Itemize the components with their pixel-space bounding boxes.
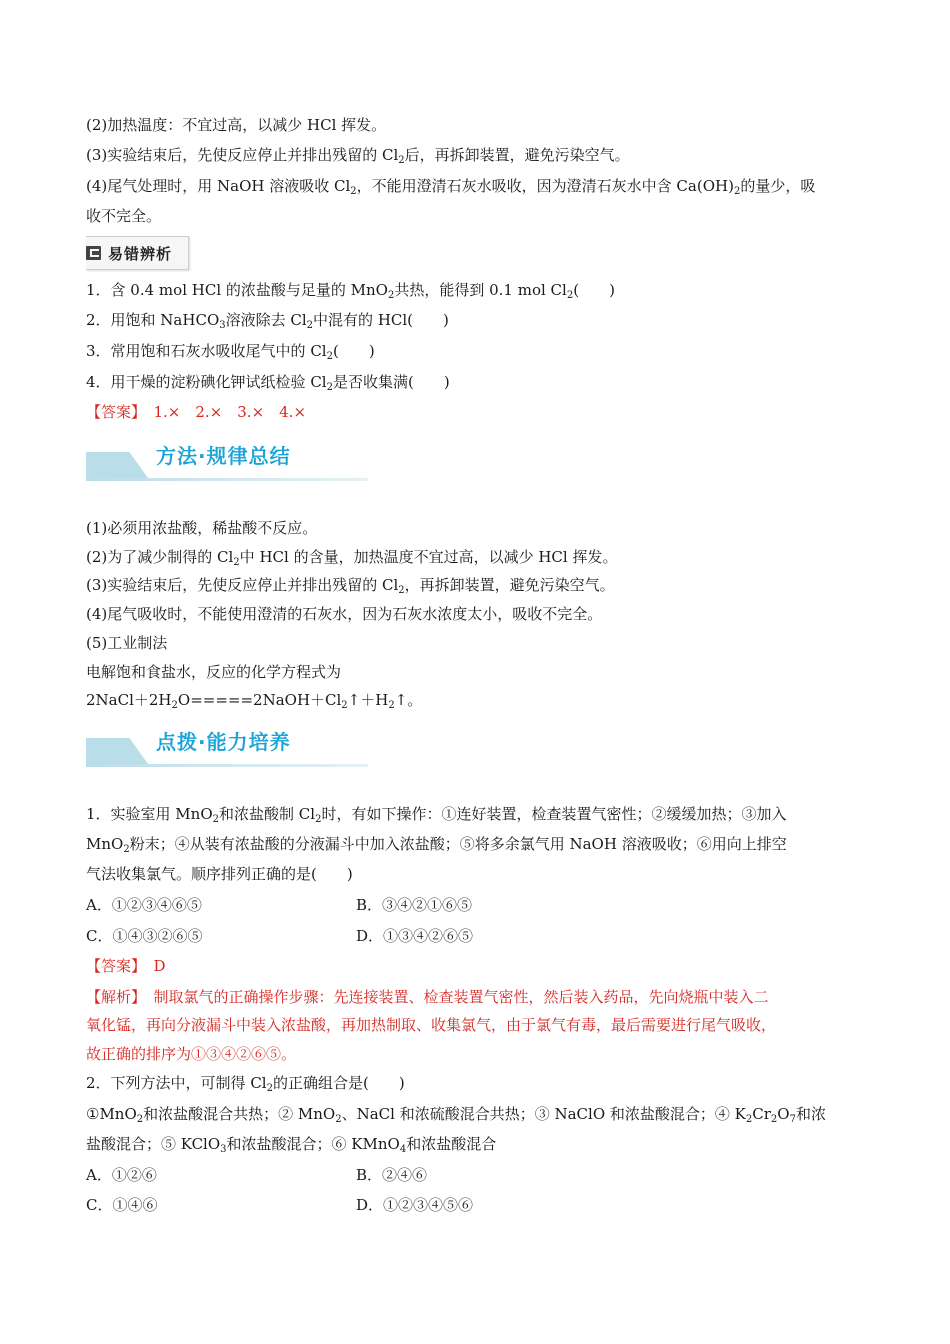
q1-option-b: B．③④②①⑥⑤	[356, 896, 473, 914]
q1-option-c: C．①④③②⑥⑤	[86, 927, 203, 945]
note-4: (4)尾气处理时，用 NaOH 溶液吸收 $Cl_2$，不能用澄清石灰水吸收，因为澄清石灰水中含 $Ca(OH)_2$的量少，吸	[86, 177, 816, 197]
practice-section-title: 点拨·能力培养	[156, 730, 291, 754]
practice-q1-line-2: MnO$_2$粉末；④从装有浓盐酸的分液漏斗中加入浓盐酸；⑤将多余氯气用 NaOH 溶液吸收；⑥用向上排空	[86, 835, 787, 855]
error-answer: 【答案】 1.× 2.× 3.× 4.×	[86, 403, 307, 421]
error-question-4: 4．用干燥的淀粉碘化钾试纸检验 $Cl_2$是否收集满( )	[86, 373, 450, 393]
method-section-title: 方法·规律总结	[156, 444, 291, 468]
practice-section-banner	[86, 724, 368, 768]
practice-q2: 2．下列方法中，可制得 $Cl_2$的正确组合是( )	[86, 1074, 405, 1094]
q1-option-d: D．①③④②⑥⑤	[356, 927, 474, 945]
error-question-1: 1．含 0.4 mol HCl 的浓盐酸与足量的 MnO$_2$共热，能得到 0.1 mol $Cl_2$( )	[86, 281, 615, 301]
method-item-2: (2)为了减少制得的 $Cl_2$中 HCl 的含量，加热温度不宜过高，以减少 HCl 挥发。	[86, 548, 618, 568]
q1-explanation-2: 氧化锰，再向分液漏斗中装入浓盐酸，再加热制取、收集氯气，由于氯气有毒，最后需要进行尾气吸收，	[86, 1016, 777, 1034]
practice-q1-line-3: 气法收集氯气。顺序排列正确的是( )	[86, 865, 353, 883]
practice-q2-line-2: 盐酸混合；⑤ KClO$_3$和浓盐酸混合；⑥ KMnO$_4$和浓盐酸混合	[86, 1135, 497, 1155]
banner-rule	[86, 478, 368, 481]
method-item-3: (3)实验结束后，先使反应停止并排出残留的 $Cl_2$，再拆卸装置，避免污染空气。	[86, 576, 615, 596]
q1-explanation-1: 【解析】 制取氯气的正确操作步骤：先连接装置、检查装置气密性，然后装入药品，先向烧瓶中装入二	[86, 988, 769, 1006]
practice-q2-line-1: ①MnO$_2$和浓盐酸混合共热；② MnO$_2$、NaCl 和浓硫酸混合共热；③ NaClO 和浓盐酸混合；④ $K_2Cr_2O_7$和浓	[86, 1105, 826, 1125]
error-analysis-title: 易错辨析	[108, 245, 173, 263]
banner-shape	[86, 738, 148, 764]
error-analysis-tag	[86, 236, 189, 270]
q2-option-a: A．①②⑥	[86, 1166, 157, 1184]
chemical-equation: $2NaCl+2H_2O=====2NaOH+Cl_2↑+H_2↑$。	[86, 691, 423, 711]
q1-explanation-3: 故正确的排序为①③④②⑥⑤。	[86, 1045, 297, 1063]
q2-option-c: C．①④⑥	[86, 1196, 158, 1214]
method-section-banner	[86, 438, 368, 482]
method-item-1: (1)必须用浓盐酸，稀盐酸不反应。	[86, 519, 318, 537]
section-e-icon	[86, 246, 101, 260]
banner-rule	[86, 764, 368, 767]
method-item-6: 电解饱和食盐水，反应的化学方程式为	[86, 663, 342, 681]
note-3: (3)实验结束后，先使反应停止并排出残留的 $Cl_2$后，再拆卸装置，避免污染空气。	[86, 146, 630, 166]
note-2: (2)加热温度：不宜过高，以减少 HCl 挥发。	[86, 116, 387, 134]
method-item-5: (5)工业制法	[86, 634, 168, 652]
q2-option-b: B．②④⑥	[356, 1166, 428, 1184]
banner-shape	[86, 452, 148, 478]
method-item-4: (4)尾气吸收时，不能使用澄清的石灰水，因为石灰水浓度太小，吸收不完全。	[86, 605, 603, 623]
q2-option-d: D．①②③④⑤⑥	[356, 1196, 474, 1214]
q1-answer: 【答案】 D	[86, 957, 166, 975]
error-question-2: 2．用饱和 NaHCO$_3$溶液除去 $Cl_2$中混有的 HCl( )	[86, 311, 449, 331]
error-question-3: 3．常用饱和石灰水吸收尾气中的 $Cl_2$( )	[86, 342, 375, 362]
q1-option-a: A．①②③④⑥⑤	[86, 896, 202, 914]
note-4-cont: 收不完全。	[86, 207, 162, 225]
practice-q1-line-1: 1．实验室用 MnO$_2$和浓盐酸制 $Cl_2$时，有如下操作：①连好装置，检查装置气密性；②缓缓加热；③加入	[86, 805, 787, 825]
